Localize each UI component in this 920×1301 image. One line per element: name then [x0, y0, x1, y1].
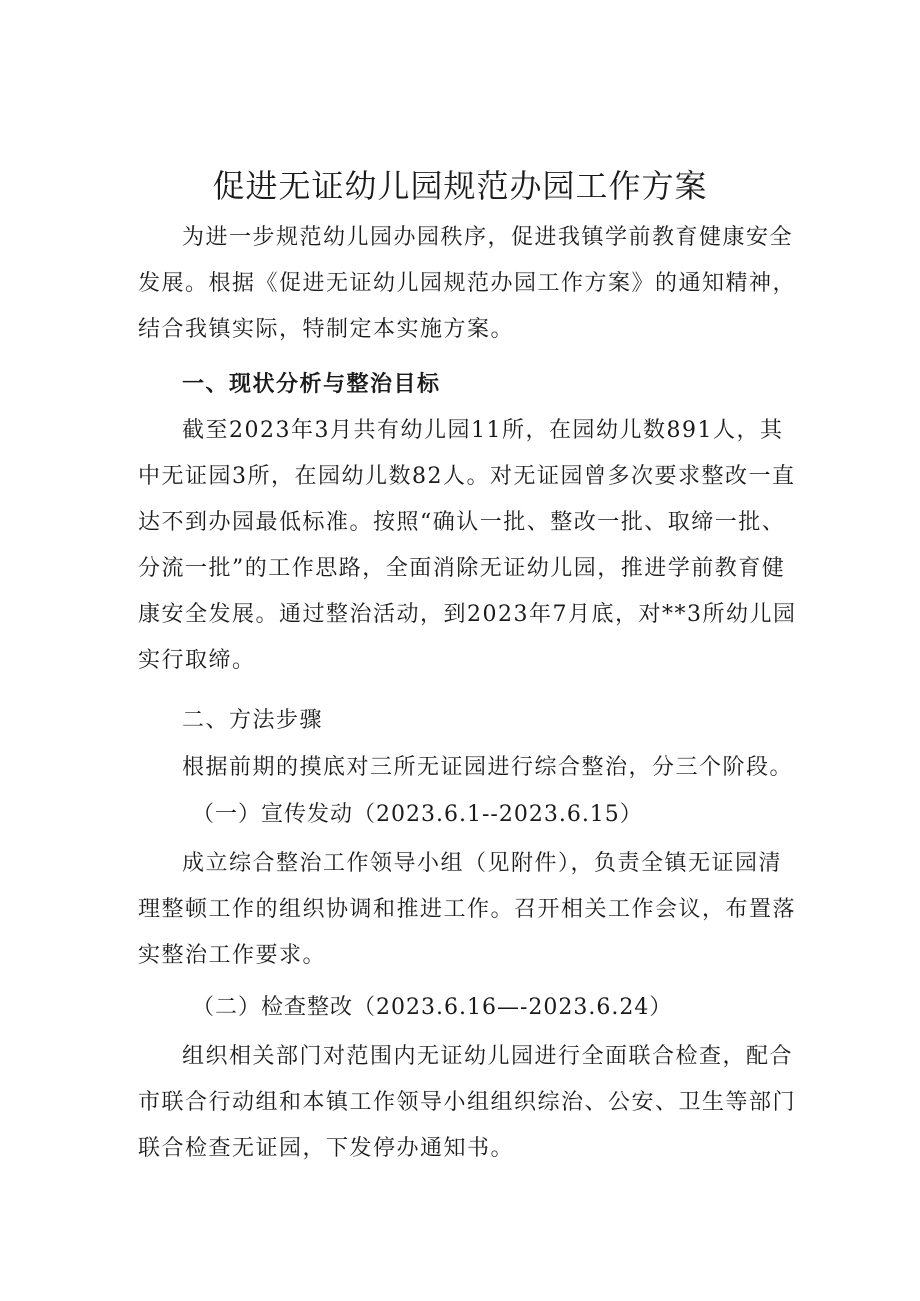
- stage2-paragraph: 组织相关部门对范围内无证幼儿园进行全面联合检查，配合市联合行动组和本镇工作领导小组组织综治、公安、卫生等部门联合检查无证园，下发停办通知书。: [138, 1044, 797, 1161]
- section2-heading: 二、方法步骤: [182, 708, 324, 733]
- document-title: 促进无证幼儿园规范办园工作方案: [212, 167, 708, 206]
- stage2-heading: （二）检查整改（2023.6.16—-2023.6.24）: [192, 995, 673, 1020]
- stage1-paragraph: 成立综合整治工作领导小组（见附件），负责全镇无证园清理整顿工作的组织协调和推进工作。召开相关工作会议，布置落实整治工作要求。: [138, 851, 797, 968]
- stage1-heading: （一）宣传发动（2023.6.1--2023.6.15）: [192, 802, 643, 827]
- section1-paragraph: 截至2023年3月共有幼儿园11所，在园幼儿数891人，其中无证园3所，在园幼儿数82人。对无证园曾多次要求整改一直达不到办园最低标准。按照“确认一批、整改一批、取缔一批、分流一批”的工作思路，全面消除无证幼儿园，推进学前教育健康安全发展。通过整治活动，到2023年7月底，对**3所幼儿园实行取缔。: [138, 418, 797, 673]
- section1-heading: 一、现状分析与整治目标: [182, 372, 441, 397]
- intro-paragraph: 为进一步规范幼儿园办园秩序，促进我镇学前教育健康安全发展。根据《促进无证幼儿园规范办园工作方案》的通知精神，结合我镇实际，特制定本实施方案。: [138, 225, 797, 342]
- section2-intro-paragraph: 根据前期的摸底对三所无证园进行综合整治，分三个阶段。: [182, 755, 794, 780]
